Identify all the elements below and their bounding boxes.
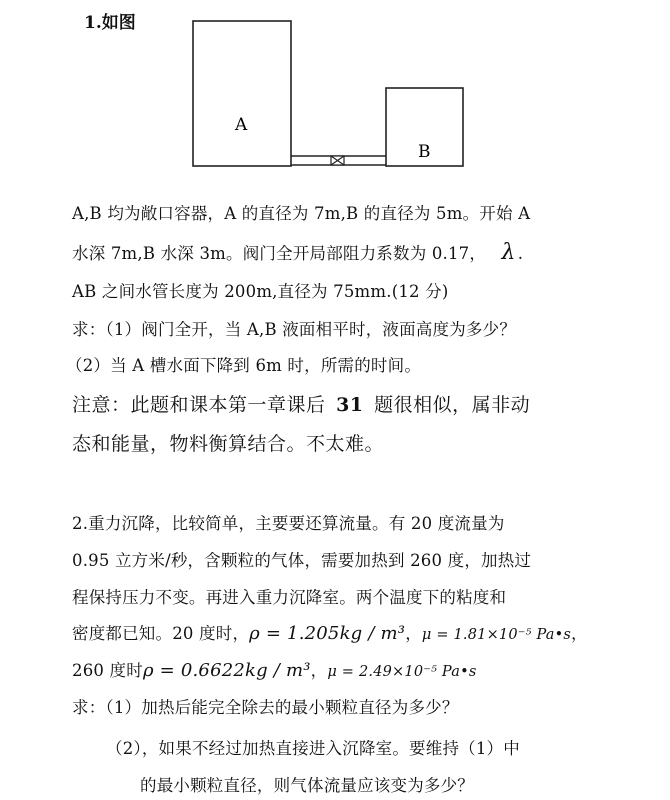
problem-1-question-1: 求：（1）阀门全开，当 A,B 液面相平时，液面高度为多少？ <box>72 320 517 339</box>
lambda-tail: . <box>517 244 524 263</box>
problem-2-line-5-pre: 260 度时 <box>72 661 143 680</box>
problem-2-line-5 <box>72 657 476 681</box>
problem-1-title: 1.如图 <box>84 13 136 33</box>
problem-2-question-2b: 的最小颗粒直径，则气体流量应该变为多少？ <box>140 776 474 795</box>
density-20c: ρ = 1.205kg / m³ <box>249 623 406 644</box>
problem-1-line-3: AB 之间水管长度为 200m,直径为 75mm.(12 分) <box>72 282 449 301</box>
problem-1-line-2-text: 水深 7m,B 水深 3m。阀门全开局部阻力系数为 0.17， <box>72 244 487 263</box>
note-line-1 <box>72 390 530 417</box>
problem-2-line-3: 程保持压力不变。再进入重力沉降室。两个温度下的粘度和 <box>72 588 507 607</box>
tank-a-label: A <box>235 115 248 135</box>
problem-2-question-1: 求：（1）加热后能完全除去的最小颗粒直径为多少？ <box>72 698 459 717</box>
problem-2-line-1: 2.重力沉降，比较简单，主要要还算流量。有 20 度流量为 <box>72 514 505 533</box>
note-line-1-post: 题很相似，属非动 <box>374 394 531 416</box>
separator-2: ， <box>571 624 588 643</box>
note-problem-number: 31 <box>336 394 364 416</box>
note-line-2: 态和能量，物料衡算结合。不太难。 <box>72 433 385 455</box>
tank-b-label: B <box>418 142 431 162</box>
separator-1: ， <box>405 624 422 643</box>
problem-1-question-2: （2）当 A 槽水面下降到 6m 时，所需的时间。 <box>66 356 422 375</box>
tank-a <box>193 21 291 166</box>
note-line-1-pre: 注意：此题和课本第一章课后 <box>72 394 326 416</box>
problem-2-line-2: 0.95 立方米/秒，含颗粒的气体，需要加热到 260 度，加热过 <box>72 551 532 570</box>
problem-2-line-4 <box>72 620 588 644</box>
separator-3: ， <box>310 661 328 680</box>
tank-diagram <box>190 18 470 170</box>
viscosity-20c: μ = 1.81×10⁻⁵ Pa•s <box>421 627 572 643</box>
valve-icon <box>331 156 344 165</box>
density-260c: ρ = 0.6622kg / m³ <box>142 660 311 681</box>
lambda-symbol: λ <box>501 240 516 265</box>
problem-2-question-2a: （2），如果不经过加热直接进入沉降室。要维持（1）中 <box>106 739 520 758</box>
problem-1-line-2 <box>72 240 523 265</box>
problem-1-line-1: A,B 均为敞口容器，A 的直径为 7m,B 的直径为 5m。开始 A <box>72 204 531 223</box>
viscosity-260c: μ = 2.49×10⁻⁵ Pa•s <box>327 664 477 680</box>
problem-2-line-4-pre: 密度都已知。20 度时， <box>72 624 250 643</box>
